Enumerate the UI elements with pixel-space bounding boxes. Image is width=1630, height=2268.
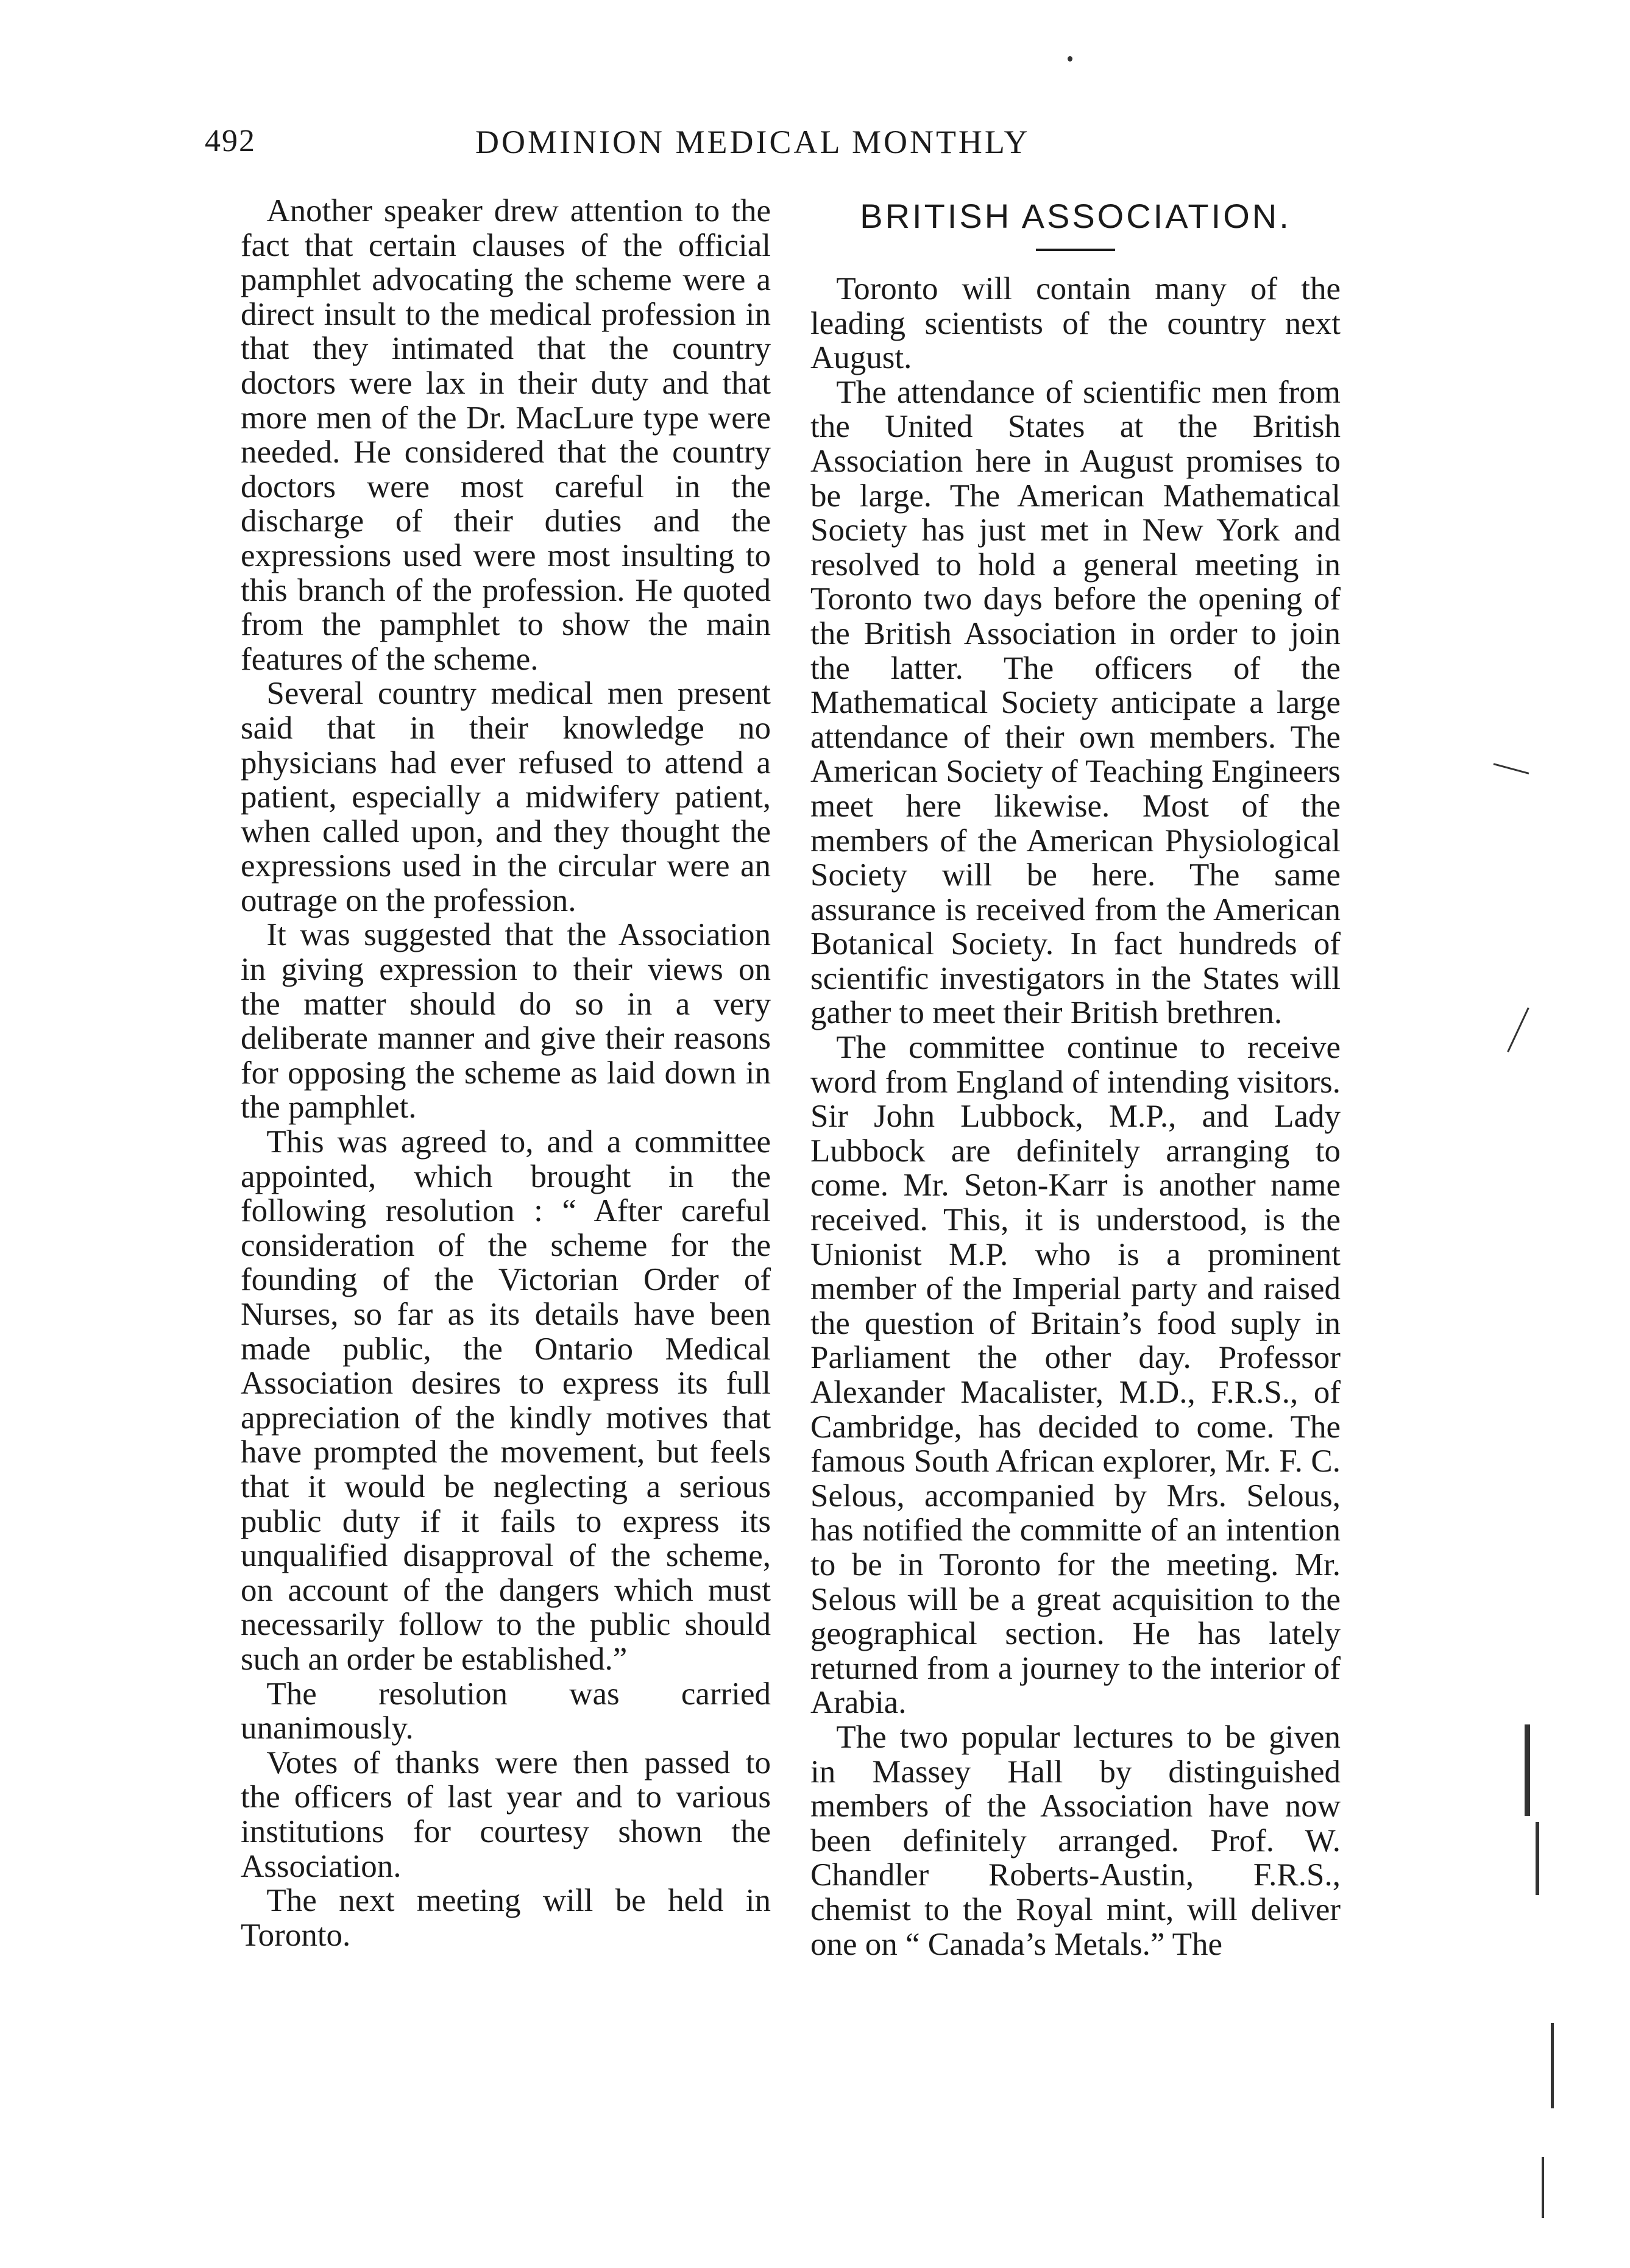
right-column: [810, 194, 1341, 1961]
paragraph: The next meeting will be held in Toronto.: [241, 1883, 771, 1953]
scan-mark: [1551, 2023, 1554, 2108]
paragraph: It was suggested that the Association in giving expression to their views on the matter should do so in a very deliberate manner and give their reasons for opposing the scheme as laid down in the pamphlet.: [241, 917, 771, 1125]
paragraph: Another speaker drew attention to the fact that certain clauses of the official pamphlet advocating the scheme were a direct insult to the medical profession in that they intimated that the country doctors were lax in their duty and that more men of the Dr. MacLure type were needed. He considered that the country doctors were most careful in the discharge of their duties and the expressions used were most insulting to this branch of the profession. He quoted from the pamphlet to show the main features of the scheme.: [241, 193, 771, 677]
scan-mark: [1507, 1007, 1529, 1052]
page-number: 492: [205, 124, 256, 158]
paragraph: The two popular lectures to be given in Massey Hall by distinguished members of the Association have now been definitely arranged. Prof. W. Chandler Roberts-Austin, F.R.S., chemist to the Royal mint, will deliver one on “ Canada’s Metals.” The: [810, 1719, 1341, 1962]
paragraph: Toronto will contain many of the leading scientists of the country next August.: [810, 271, 1341, 376]
paragraph: Several country medical men present said that in their knowledge no physicians had ever refused to attend a patient, especially a midwifery patient, when called upon, and they thought the expressions used in the circular were an outrage on the profession.: [241, 676, 771, 918]
scan-mark: [1494, 763, 1529, 774]
paragraph: The attendance of scientific men from the United States at the British Association here in August promises to be large. The American Mathematical Society has just met in New York and resolved to hold a general meeting in Toronto two days before the opening of the British Association in order to join the latter. The officers of the Mathematical Society anticipate a large attendance of their own members. The American Society of Teaching Engineers meet here likewise. Most of the members of the American Physiological Society will be here. The same assurance is received from the American Botanical Society. In fact hundreds of scientific investigators in the States will gather to meet their British brethren.: [810, 374, 1341, 1031]
paragraph: The resolution was carried unanimously.: [241, 1676, 771, 1746]
scan-mark: [1525, 1724, 1530, 1816]
running-head-title: DOMINION MEDICAL MONTHLY: [475, 124, 1030, 160]
scan-mark: [1542, 2157, 1544, 2218]
title-rule-divider: [1036, 249, 1115, 251]
paragraph: Votes of thanks were then passed to the officers of last year and to various institutions for courtesy shown the Association.: [241, 1745, 771, 1884]
scan-mark: [1536, 1822, 1539, 1895]
section-title: BRITISH ASSOCIATION.: [860, 197, 1291, 235]
paragraph: This was agreed to, and a committee appointed, which brought in the following resolution : “ After careful consideration of the scheme for the founding of the Victorian Order of Nurses, so far as its details have been made public, the Ontario Medical Association desires to express its full appreciation of the kindly motives that have prompted the movement, but feels that it would be neglecting a serious public duty if it fails to express its unqualified disapproval of the scheme, on account of the dangers which must necessarily follow to the public should such an order be established.”: [241, 1124, 771, 1677]
paragraph: The committee continue to receive word from England of intending visitors. Sir John Lubbock, M.P., and Lady Lubbock are definitely arranging to come. Mr. Seton-Karr is another name received. This, it is understood, is the Unionist M.P. who is a prominent member of the Imperial party and raised the question of Britain’s food suply in Parliament the other day. Professor Alexander Macalister, M.D., F.R.S., of Cambridge, has decided to come. The famous South African explorer, Mr. F. C. Selous, accompanied by Mrs. Selous, has notified the committe of an intention to be in Toronto for the meeting. Mr. Selous will be a great acquisition to the geographical section. He has lately returned from a journey to the interior of Arabia.: [810, 1030, 1341, 1721]
scan-speck: [1068, 56, 1072, 62]
left-column: [241, 194, 771, 1952]
